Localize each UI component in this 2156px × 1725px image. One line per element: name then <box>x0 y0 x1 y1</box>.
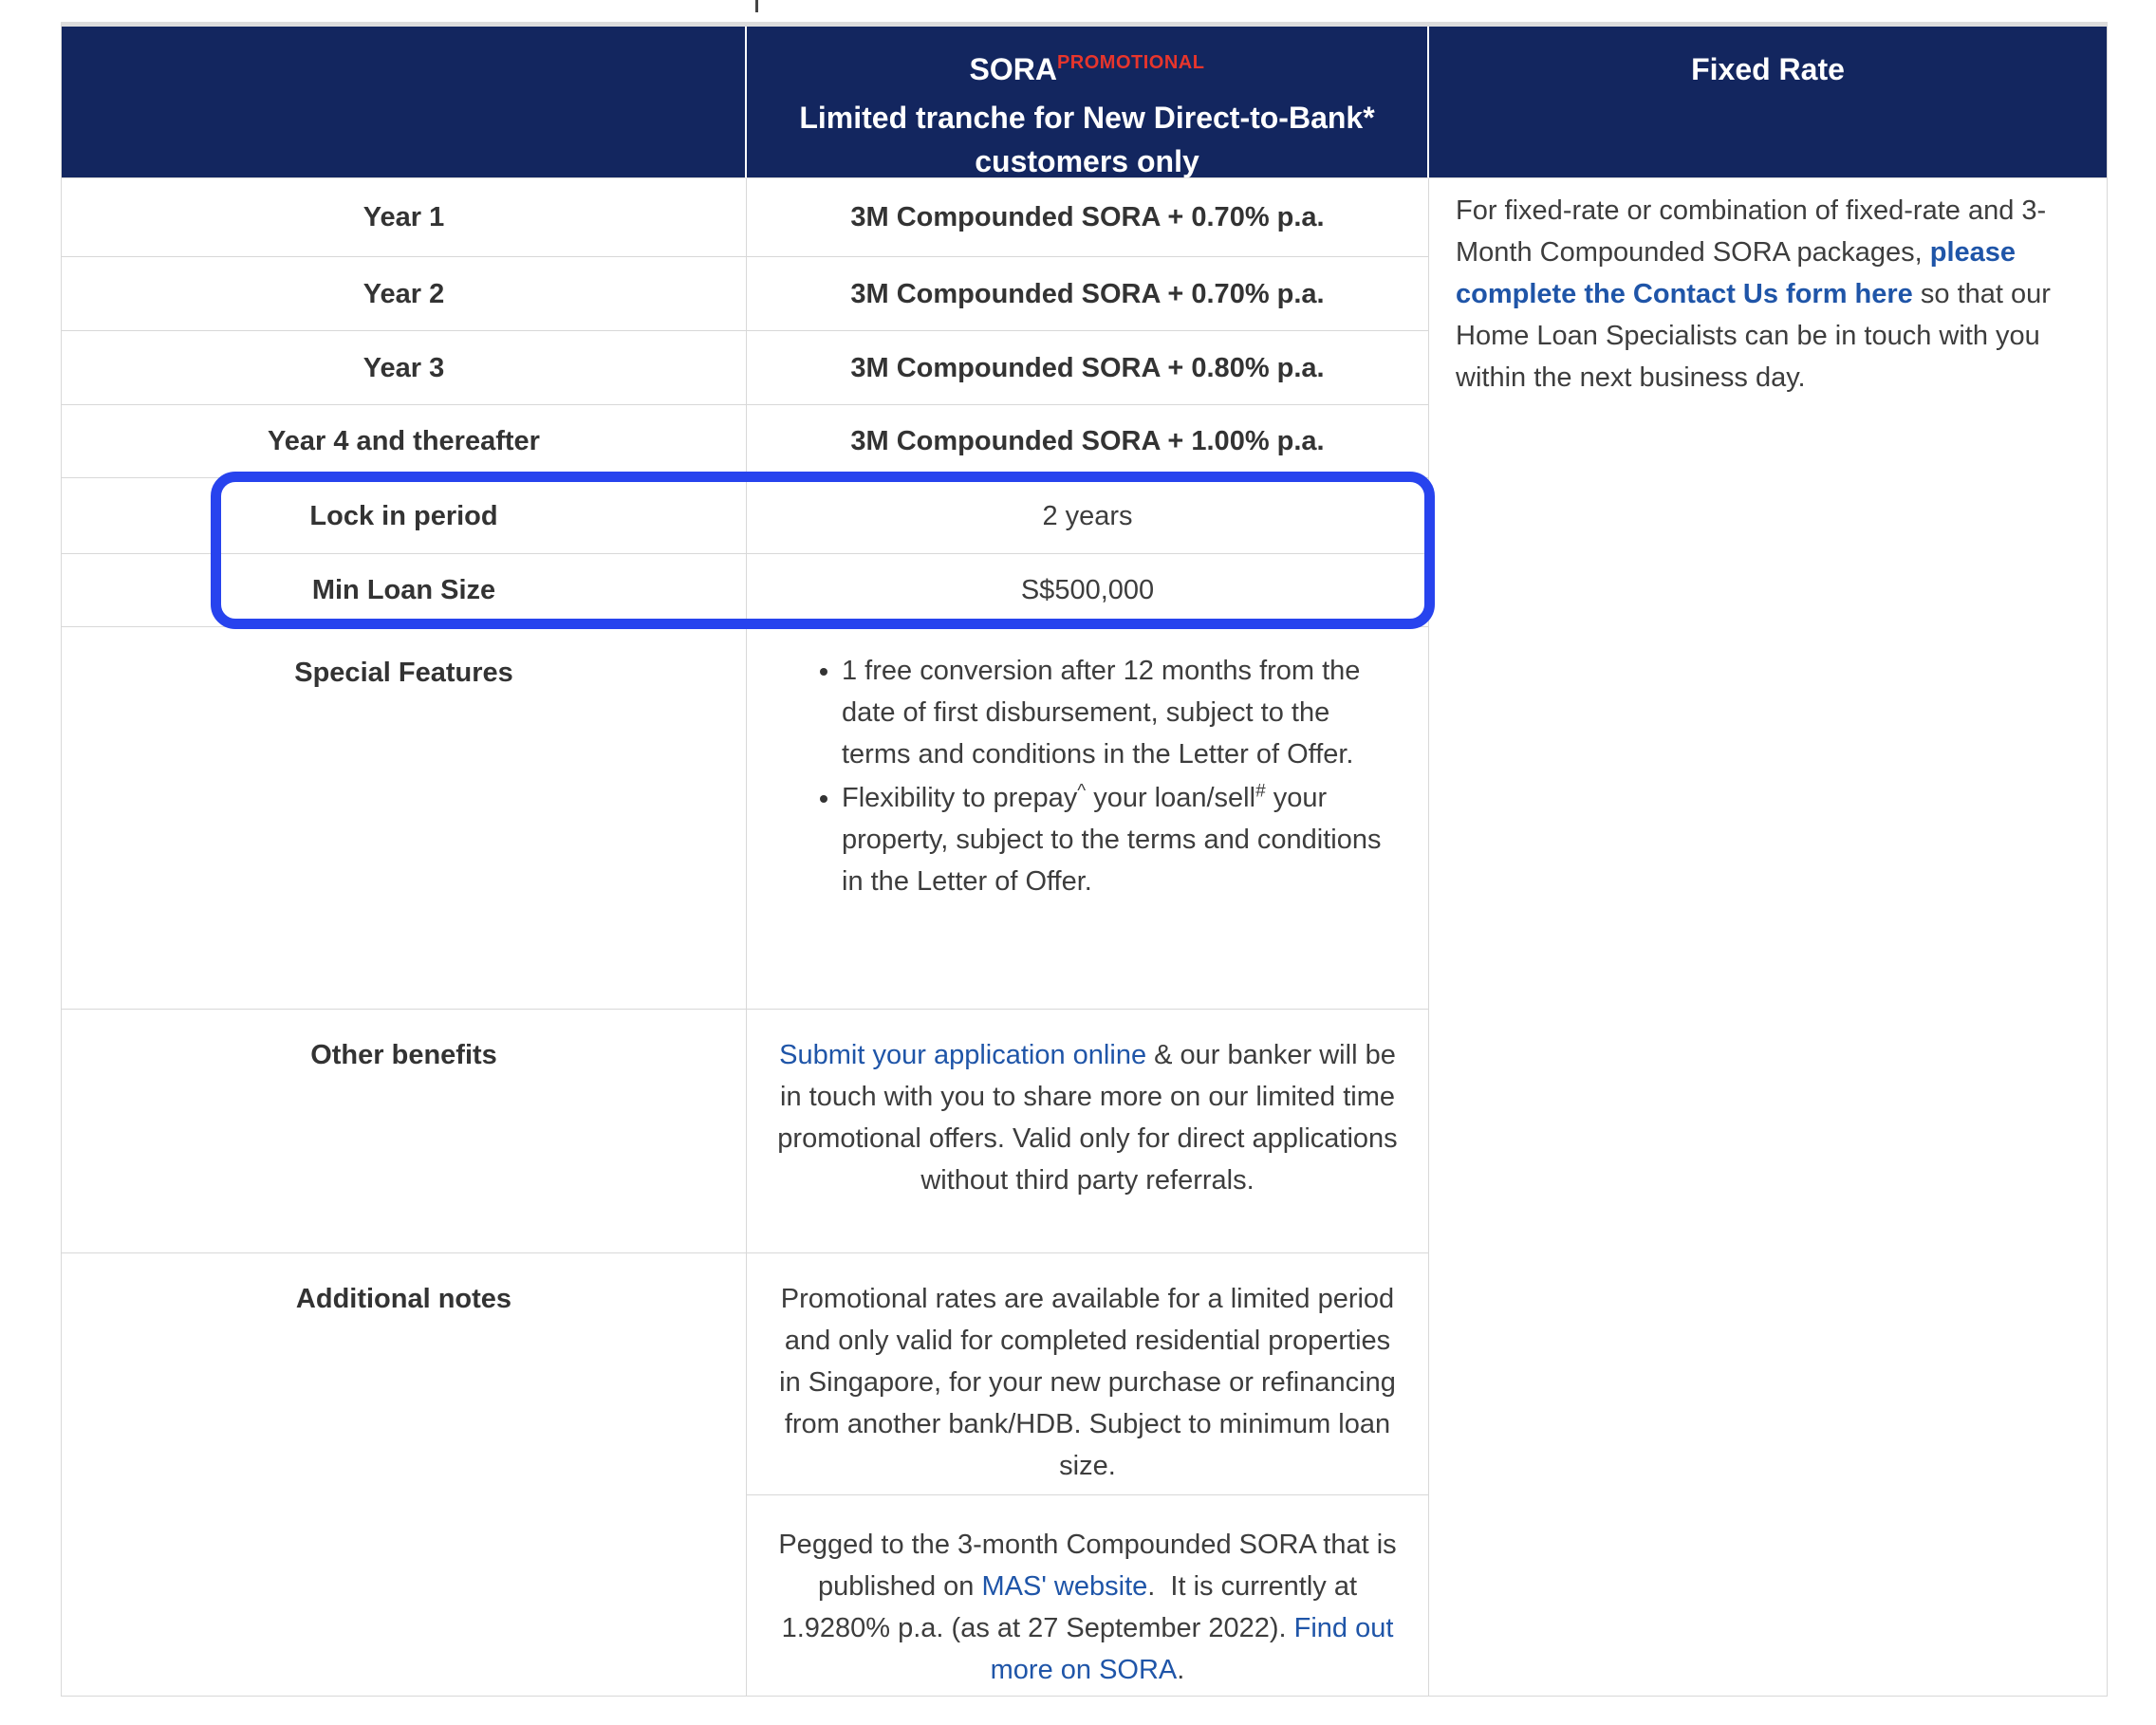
special-feature-item: • 1 free conversion after 12 months from the date of first disbursement, subject to the terms and conditions in the Letter of Offer. <box>842 650 1396 775</box>
sora-label: SORA <box>969 52 1057 86</box>
cropped-text-fragment <box>755 0 758 12</box>
value-lock-in-period: 2 years <box>747 478 1429 554</box>
contact-us-form-link[interactable]: please complete the Contact Us form here <box>1456 237 2017 309</box>
superscript-marker: ^ <box>1077 781 1087 802</box>
submit-application-link[interactable]: Submit your application online <box>779 1040 1147 1070</box>
rate-value-year-3: 3M Compounded SORA + 0.80% p.a. <box>747 331 1429 405</box>
table-header-empty <box>62 27 747 178</box>
rate-value-year-1: 3M Compounded SORA + 0.70% p.a. <box>747 178 1429 257</box>
promotional-superscript: PROMOTIONAL <box>1056 52 1205 73</box>
loan-rates-table <box>61 22 2108 1697</box>
sora-header-subtitle: Limited tranche for New Direct-to-Bank* customers only <box>799 101 1375 178</box>
row-label-year-2: Year 2 <box>62 257 747 331</box>
special-features-cell <box>747 627 1429 1010</box>
sora-header-title <box>747 47 1427 96</box>
additional-notes-paragraph-2: Pegged to the 3-month Compounded SORA that is published on MAS' website. It is currently at 1.9280% p.a. (as at 27 September 2022). Find out more on SORA. <box>747 1495 1429 1697</box>
row-label-additional-notes: Additional notes <box>62 1253 747 1697</box>
additional-notes-paragraph-1: Promotional rates are available for a limited period and only valid for completed residential properties in Singapore, for your new purchase or refinancing from another bank/HDB. Subject to minimum loan size. <box>747 1253 1429 1495</box>
row-label-year-4: Year 4 and thereafter <box>62 405 747 478</box>
row-label-year-1: Year 1 <box>62 178 747 257</box>
other-benefits-cell: Submit your application online & our banker will be in touch with you to share more on our limited time promotional offers. Valid only for direct applications without third party referrals. <box>747 1010 1429 1253</box>
table-header-fixed-rate: Fixed Rate <box>1429 27 2108 178</box>
rate-value-year-4: 3M Compounded SORA + 1.00% p.a. <box>747 405 1429 478</box>
fixed-rate-info-cell: For fixed-rate or combination of fixed-rate and 3-Month Compounded SORA packages, please complete the Contact Us form here so that our Home Loan Specialists can be in touch with you within the next business day. <box>1429 178 2108 1697</box>
superscript-marker: # <box>1255 781 1266 802</box>
row-label-year-3: Year 3 <box>62 331 747 405</box>
sora-info-link[interactable]: Find out more on SORA <box>990 1613 1394 1685</box>
row-label-lock-in-period: Lock in period <box>62 478 747 554</box>
value-min-loan-size: S$500,000 <box>747 554 1429 627</box>
mas-website-link[interactable]: MAS' website <box>981 1571 1148 1602</box>
special-features-list <box>747 627 1428 914</box>
rate-value-year-2: 3M Compounded SORA + 0.70% p.a. <box>747 257 1429 331</box>
special-feature-item: • Flexibility to prepay^ your loan/sell# your property, subject to the terms and conditions in the Letter of Offer. <box>842 777 1396 902</box>
row-label-min-loan-size: Min Loan Size <box>62 554 747 627</box>
row-label-other-benefits: Other benefits <box>62 1010 747 1253</box>
table-header-sora <box>747 27 1429 178</box>
row-label-special-features: Special Features <box>62 627 747 1010</box>
